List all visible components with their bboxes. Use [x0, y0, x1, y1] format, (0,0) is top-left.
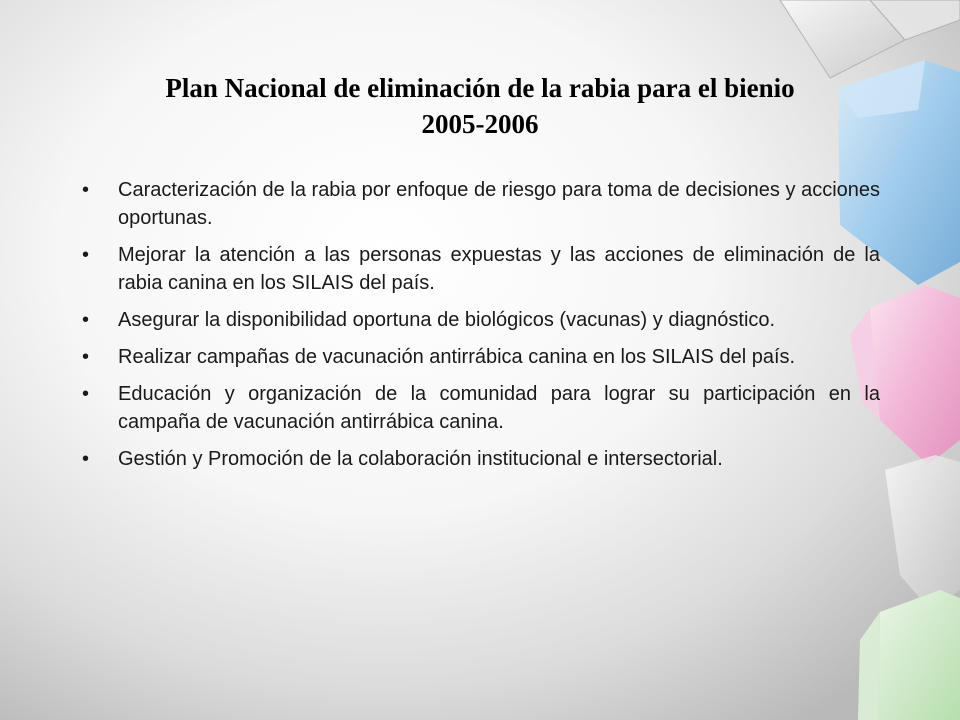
pink-cube-front: [870, 285, 960, 465]
slide-title-line1: Plan Nacional de eliminación de la rabia para el bienio: [165, 73, 795, 103]
slide-title-line2: 2005-2006: [421, 109, 539, 139]
bullet-text: Mejorar la atención a las personas expuestas y las acciones de eliminación de la rabia canina en los SILAIS del país.: [118, 244, 880, 294]
bullet-marker: •: [82, 244, 90, 266]
bullet-item: [82, 445, 880, 473]
green-cube-edge: [858, 612, 880, 720]
green-cube-front: [878, 590, 960, 720]
bullet-marker: •: [82, 448, 90, 470]
bullet-text: Gestión y Promoción de la colaboración institucional e intersectorial.: [118, 448, 723, 470]
bullet-list: [82, 176, 880, 482]
bullet-text: Caracterización de la rabia por enfoque de riesgo para toma de decisiones y acciones oportunas.: [118, 179, 880, 229]
bullet-item: [82, 306, 880, 334]
bullet-marker: •: [82, 383, 90, 405]
slide-title: [80, 70, 880, 142]
bullet-item: [82, 176, 880, 232]
gray-cube-middle: [885, 455, 960, 610]
bullet-marker: •: [82, 346, 90, 368]
bullet-text: Educación y organización de la comunidad para lograr su participación en la campaña de vacunación antirrábica canina.: [118, 383, 880, 433]
bullet-text: Asegurar la disponibilidad oportuna de biológicos (vacunas) y diagnóstico.: [118, 309, 776, 331]
bullet-marker: •: [82, 179, 90, 201]
bullet-marker: •: [82, 309, 90, 331]
bullet-item: [82, 343, 880, 371]
bullet-text: Realizar campañas de vacunación antirrábica canina en los SILAIS del país.: [118, 346, 796, 368]
bullet-item: [82, 241, 880, 297]
bullet-item: [82, 380, 880, 436]
